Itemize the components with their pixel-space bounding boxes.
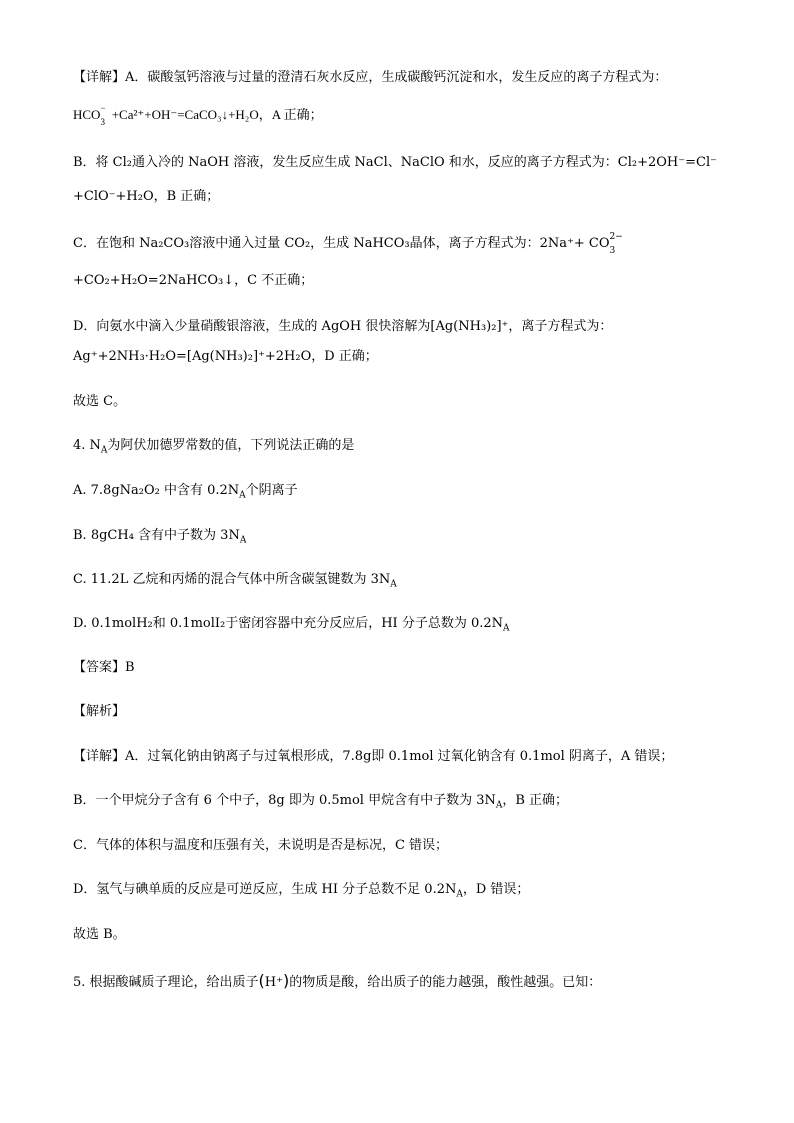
analysis-label: 【解析】 bbox=[73, 704, 126, 719]
line-4: +ClO⁻+H₂O，B 正确； bbox=[73, 189, 220, 204]
line-8: Ag⁺+2NH₃·H₂O=[Ag(NH₃)₂]⁺+2H₂O，D 正确； bbox=[73, 349, 378, 364]
detail-b: B．一个甲烷分子含有 6 个中子，8g 即为 0.5mol 甲烷含有中子数为 $3N_A$，B 正确； bbox=[73, 793, 569, 811]
question-4-stem: 4. $N_A$为阿伏加德罗常数的值，下列说法正确的是 bbox=[73, 438, 355, 456]
option-b: B. 8gCH₄ 含有中子数为 $3N_A$ bbox=[73, 528, 247, 546]
line-3: B．将 Cl₂通入冷的 NaOH 溶液，发生反应生成 NaCl、NaClO 和水，反应的离子方程式为：Cl₂+2OH⁻=Cl⁻ bbox=[73, 155, 717, 170]
line-1: 【详解】A．碳酸氢钙溶液与过量的澄清石灰水反应，生成碳酸钙沉淀和水，发生反应的离子方程式为： bbox=[73, 70, 668, 85]
bicarbonate-ion: HCO − 3 bbox=[73, 103, 106, 127]
line-2: HCO − 3 +Ca²⁺+OH⁻=CaCO₃↓+H₂O，A 正确； bbox=[73, 103, 323, 127]
option-d: D. 0.1molH₂和 0.1molI₂于密闭容器中充分反应后，HI 分子总数为 $0.2N_A$ bbox=[73, 616, 510, 634]
detail-a: 【详解】A．过氧化钠由钠离子与过氧根形成，7.8g即 0.1mol 过氧化钠含有 0.1mol 阴离子，A 错误； bbox=[73, 749, 674, 764]
line-7: D．向氨水中滴入少量硝酸银溶液，生成的 AgOH 很快溶解为[Ag(NH₃)₂]⁺，离子方程式为： bbox=[73, 319, 613, 334]
line-6: +CO₂+H₂O=2NaHCO₃↓，C 不正确； bbox=[73, 273, 314, 288]
option-a: A. 7.8gNa₂O₂ 中含有 $0.2N_A$个阴离子 bbox=[73, 483, 298, 501]
line-5: C．在饱和 Na₂CO₃溶液中通入过量 CO₂，生成 NaHCO₃晶体，离子方程式为：2Na⁺+ CO 2− 3 bbox=[73, 232, 623, 256]
conclusion-b: 故选 B。 bbox=[73, 927, 126, 942]
line-9: 故选 C。 bbox=[73, 394, 127, 409]
answer-label: 【答案】B bbox=[73, 660, 135, 675]
option-c: C. 11.2L 乙烷和丙烯的混合气体中所含碳氢键数为 $3N_A$ bbox=[73, 572, 397, 590]
question-5-stem: 5. 根据酸碱质子理论，给出质子(H⁺)的物质是酸，给出质子的能力越强，酸性越强。已知： bbox=[73, 971, 602, 990]
detail-d: D．氢气与碘单质的反应是可逆反应，生成 HI 分子总数不足 $0.2N_A$，D 错误； bbox=[73, 882, 530, 900]
detail-c: C．气体的体积与温度和压强有关，未说明是否是标况，C 错误； bbox=[73, 838, 449, 853]
